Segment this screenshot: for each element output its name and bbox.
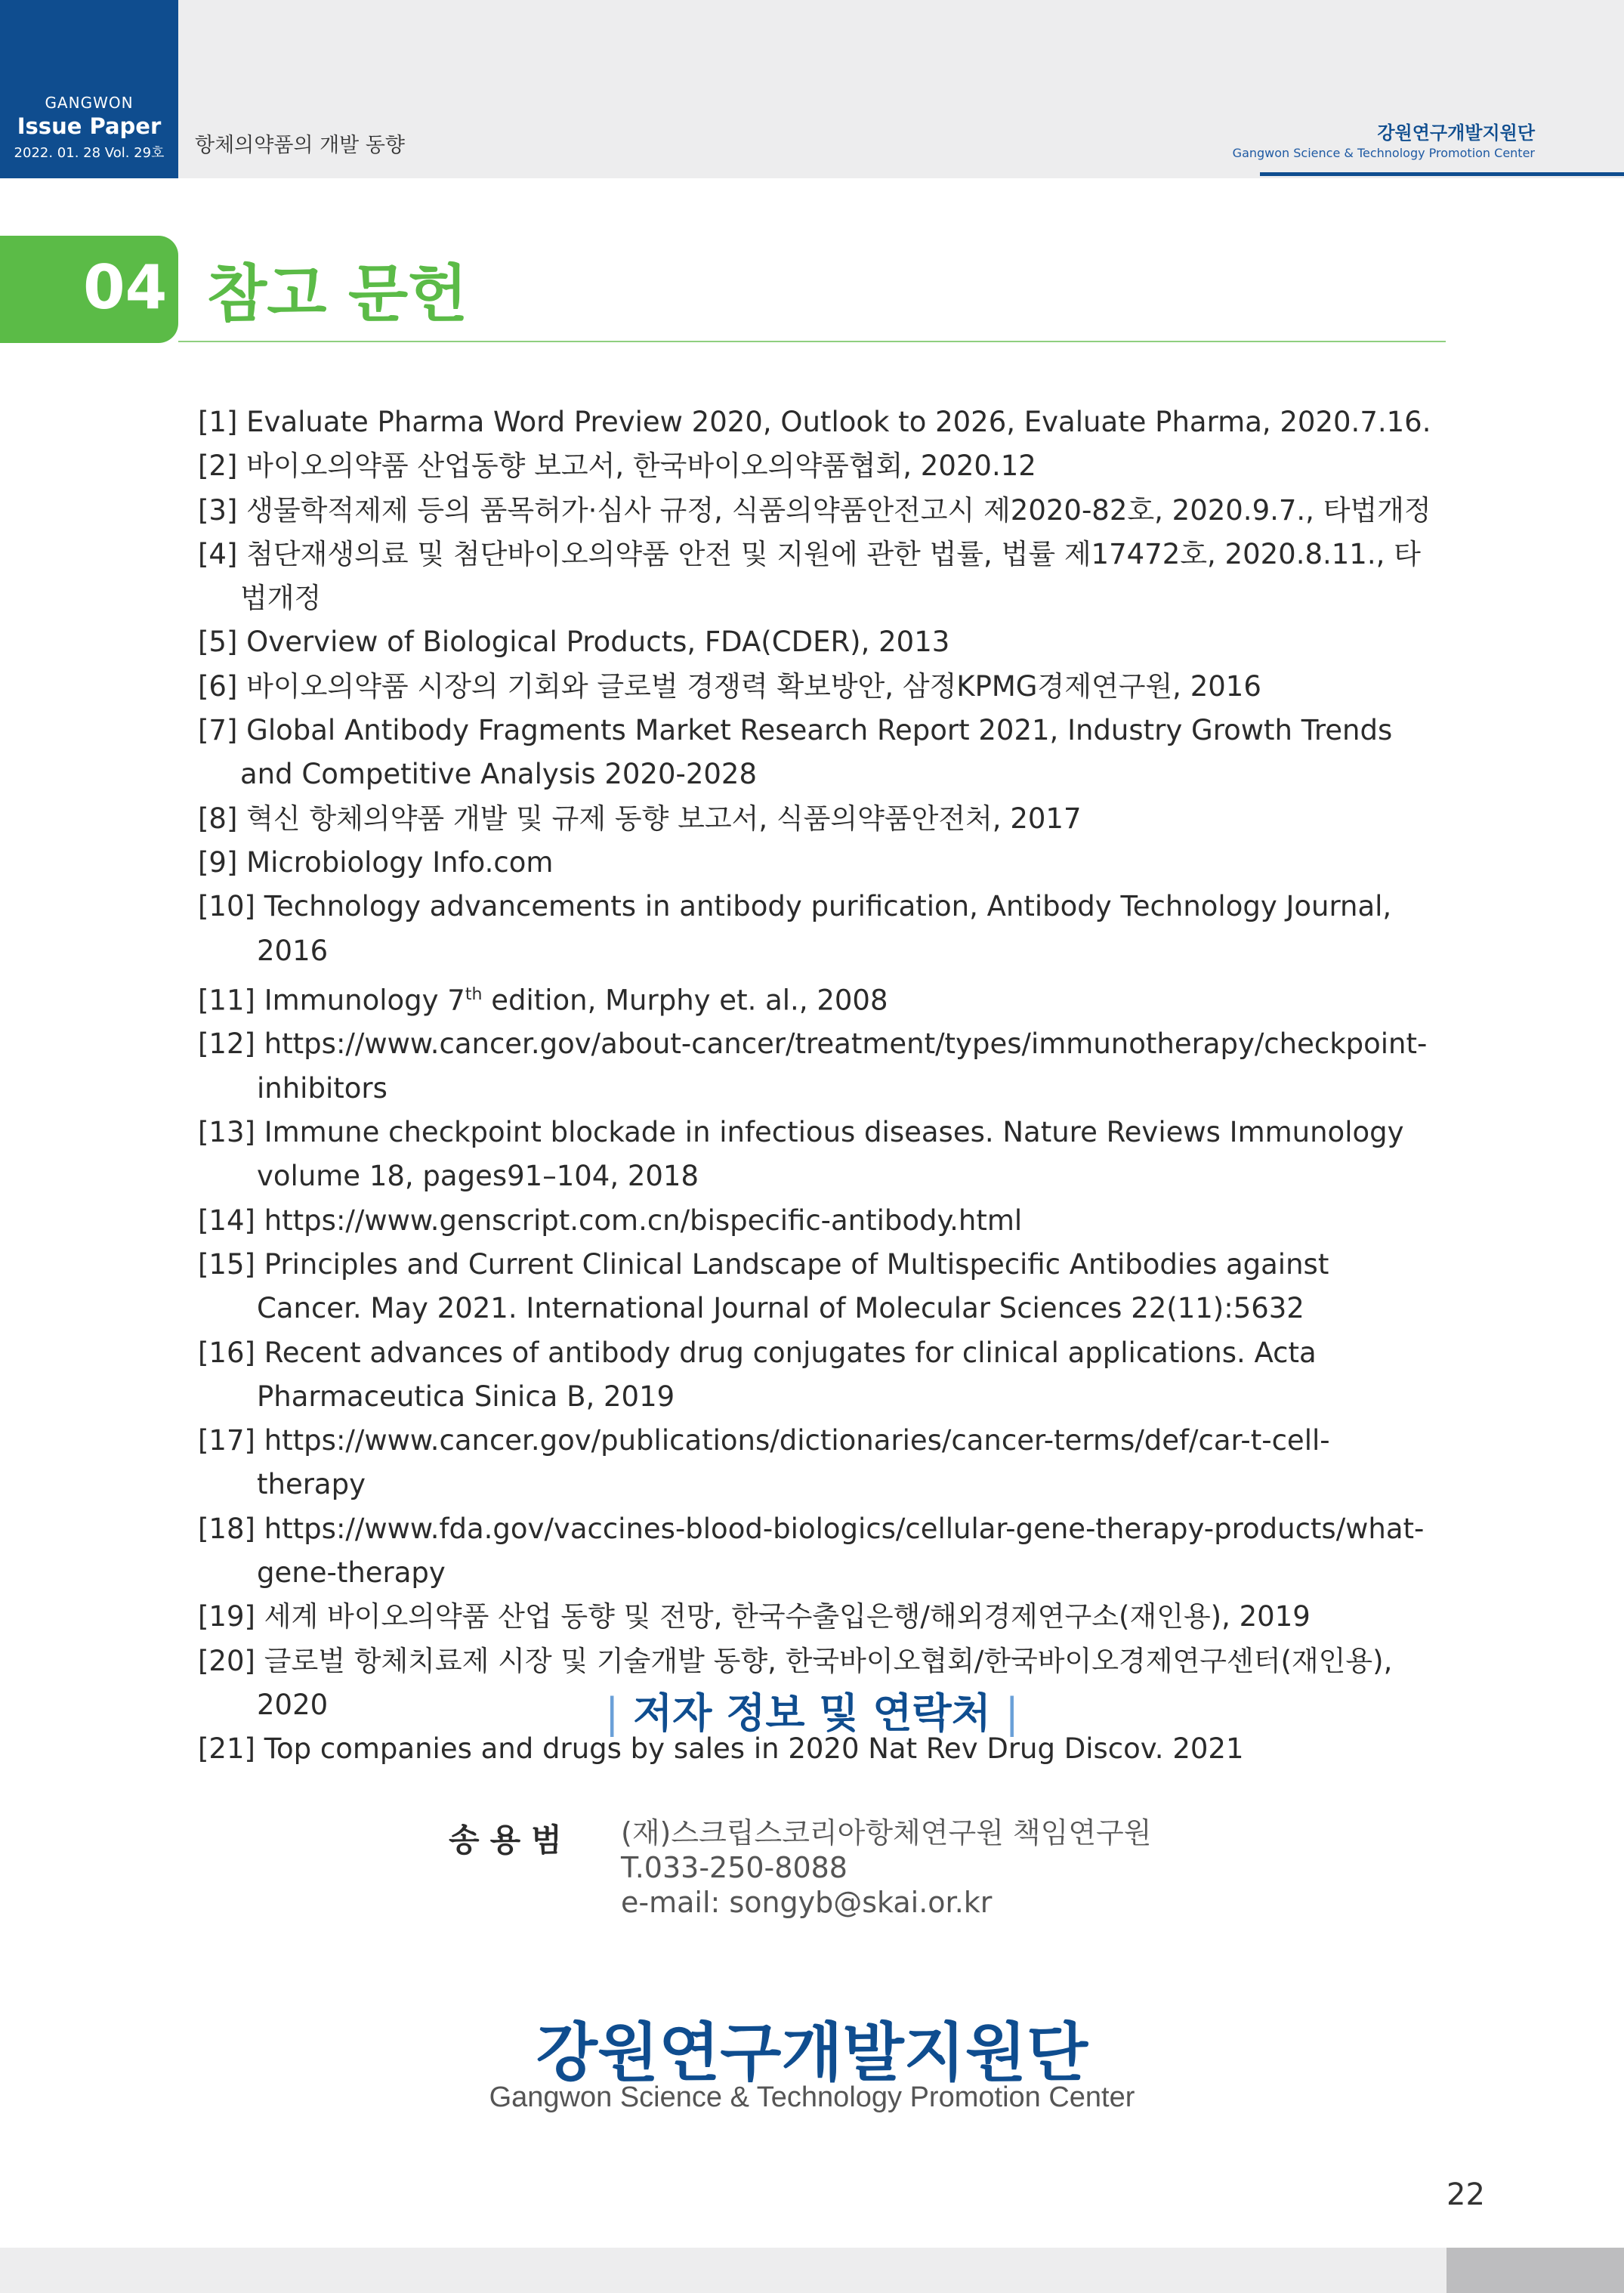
author-heading-text: 저자 정보 및 연락처 xyxy=(633,1689,991,1737)
badge-series: Issue Paper xyxy=(17,113,162,139)
reference-item: [20] 글로벌 항체치료제 시장 및 기술개발 동향, 한국바이오협회/한국바이오경제연구센터(재인용), 2020 xyxy=(198,1644,1393,1721)
header-divider xyxy=(1260,172,1624,176)
reference-item: [19] 세계 바이오의약품 산업 동향 및 전망, 한국수출입은행/해외경제연구소(재인용), 2019 xyxy=(198,1600,1311,1633)
reference-item: [1] Evaluate Pharma Word Preview 2020, Outlook to 2026, Evaluate Pharma, 2020.7.16. xyxy=(198,406,1431,438)
reference-item xyxy=(198,973,1437,1023)
reference-item: [2] 바이오의약품 산업동향 보고서, 한국바이오의약품협회, 2020.12 xyxy=(198,450,1036,483)
reference-item: [5] Overview of Biological Products, FDA(CDER), 2013 xyxy=(198,626,950,659)
section-number: 04 xyxy=(83,252,168,323)
footer-org-name-ko: 강원연구개발지원단 xyxy=(536,2016,1088,2090)
reference-text: edition, Murphy et. al., 2008 xyxy=(482,984,888,1017)
reference-superscript: th xyxy=(465,984,483,1004)
reference-item: [8] 혁신 항체의약품 개발 및 규제 동향 보고서, 식품의약품안전처, 2017 xyxy=(198,802,1082,835)
reference-text: [11] Immunology 7 xyxy=(198,984,465,1017)
author-phone: T.033-250-8088 xyxy=(621,1851,848,1884)
document-title: 항체의약품의 개발 동향 xyxy=(195,134,405,157)
heading-bar-right: | xyxy=(1005,1689,1019,1737)
reference-list xyxy=(198,400,1437,1772)
footer-bar xyxy=(0,2248,1624,2293)
section-divider xyxy=(178,341,1446,342)
author-name: 송용범 xyxy=(449,1822,573,1859)
reference-item: [9] Microbiology Info.com xyxy=(198,845,554,879)
reference-item: [18] https://www.fda.gov/vaccines-blood-biologics/cellular-gene-therapy-products/what-gene-therapy xyxy=(198,1512,1425,1590)
reference-item: [13] Immune checkpoint blockade in infectious diseases. Nature Reviews Immunology volume 18, pages91–104, 2018 xyxy=(198,1116,1404,1193)
header-org-name-ko: 강원연구개발지원단 xyxy=(1377,122,1535,144)
author-contact xyxy=(621,1816,1151,1920)
footer-bar-accent xyxy=(1446,2248,1624,2293)
author-info-heading xyxy=(0,1681,1624,1739)
reference-item: [14] https://www.genscript.com.cn/bispecific-antibody.html xyxy=(198,1204,1023,1237)
reference-item: [3] 생물학적제제 등의 품목허가·심사 규정, 식품의약품안전고시 제2020-82호, 2020.9.7., 타법개정 xyxy=(198,493,1431,527)
reference-item: [15] Principles and Current Clinical Landscape of Multispecific Antibodies against Cancer. May 2021. International Journal of Molecular Sciences 22(11):5632 xyxy=(198,1247,1329,1325)
issue-paper-badge xyxy=(0,0,178,178)
reference-item: [6] 바이오의약품 시장의 기회와 글로벌 경쟁력 확보방안, 삼정KPMG경제연구원, 2016 xyxy=(198,669,1261,703)
badge-region: GANGWON xyxy=(45,94,134,112)
reference-item: [12] https://www.cancer.gov/about-cancer/treatment/types/immunotherapy/checkpoint-inhibitors xyxy=(198,1028,1428,1105)
heading-bar-left: | xyxy=(605,1689,619,1737)
reference-item: [10] Technology advancements in antibody purification, Antibody Technology Journal, 2016 xyxy=(198,890,1392,967)
footer-org-name-en: Gangwon Science & Technology Promotion Center xyxy=(489,2081,1135,2113)
reference-item: [21] Top companies and drugs by sales in 2020 Nat Rev Drug Discov. 2021 xyxy=(198,1732,1244,1766)
reference-item: [16] Recent advances of antibody drug conjugates for clinical applications. Acta Pharmaceutica Sinica B, 2019 xyxy=(198,1336,1317,1413)
section-title: 참고 문헌 xyxy=(207,258,468,330)
page-number: 22 xyxy=(1446,2177,1485,2212)
reference-item: [17] https://www.cancer.gov/publications/dictionaries/cancer-terms/def/car-t-cell-therapy xyxy=(198,1424,1330,1501)
author-email: e-mail: songyb@skai.or.kr xyxy=(621,1886,993,1919)
header-org-name-en: Gangwon Science & Technology Promotion Center xyxy=(1232,146,1535,160)
reference-item: [7] Global Antibody Fragments Market Research Report 2021, Industry Growth Trends and Competitive Analysis 2020-2028 xyxy=(198,714,1393,791)
author-affiliation: (재)스크립스코리아항체연구원 책임연구원 xyxy=(621,1816,1152,1850)
badge-date-volume: 2022. 01. 28 Vol. 29호 xyxy=(14,145,165,161)
reference-item: [4] 첨단재생의료 및 첨단바이오의약품 안전 및 지원에 관한 법률, 법률 제17472호, 2020.8.11., 타법개정 xyxy=(198,537,1421,615)
